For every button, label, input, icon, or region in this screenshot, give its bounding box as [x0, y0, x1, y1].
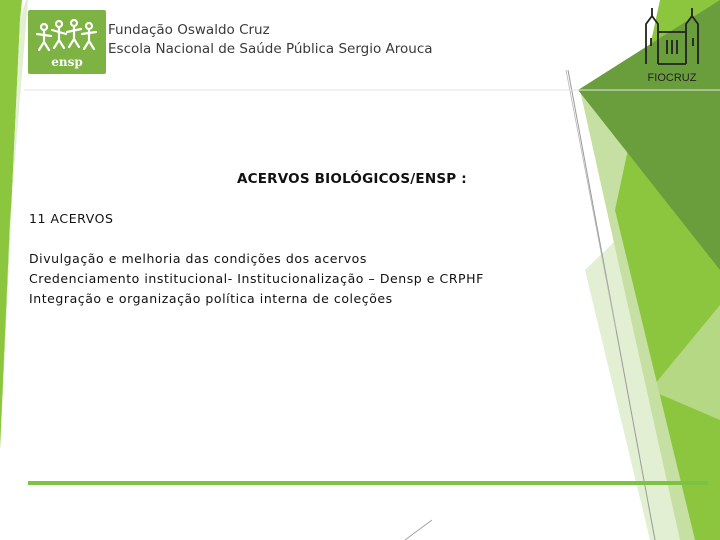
list-item-divulgacao: Divulgação e melhoria das condições dos acervos: [29, 251, 367, 266]
school-name: Escola Nacional de Saúde Pública Sergio Arouca: [108, 41, 433, 57]
diagonal-line-3: [405, 520, 432, 540]
ensp-logo: [28, 10, 106, 74]
fiocruz-logo: [642, 2, 702, 86]
org-name: Fundação Oswaldo Cruz: [108, 22, 270, 38]
list-item-credenciamento: Credenciamento institucional- Institucionalização – Densp e CRPHF: [29, 271, 484, 286]
bottom-green-divider: [28, 481, 708, 485]
svg-text:ensp: ensp: [51, 55, 83, 69]
header-titles: [108, 21, 433, 59]
list-item-integracao: Integração e organização política interna de coleções: [29, 291, 393, 306]
svg-text:FIOCRUZ: FIOCRUZ: [647, 72, 697, 84]
slide-title: ACERVOS BIOLÓGICOS/ENSP :: [237, 171, 467, 187]
acervos-count: 11 ACERVOS: [29, 211, 114, 226]
